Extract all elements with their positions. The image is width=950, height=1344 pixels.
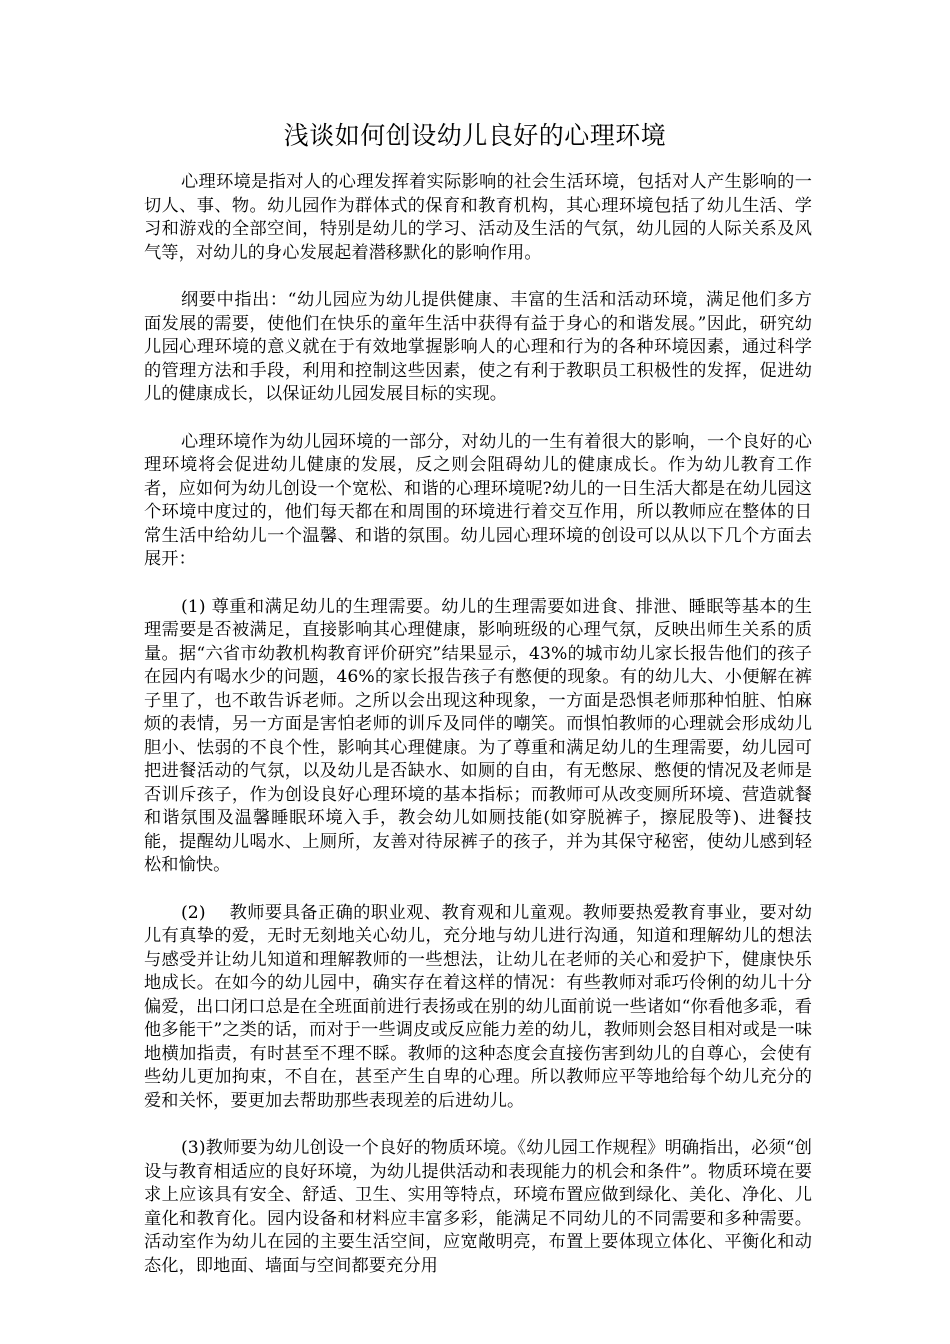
paragraph-environment-role: 心理环境作为幼儿园环境的一部分，对幼儿的一生有着很大的影响，一个良好的心理环境将会促进幼儿健康的发展，反之则会阻碍幼儿的健康成长。作为幼儿教育工作者，应如何为幼儿创设一个宽松、和谐的心理环境呢?幼儿的一日生活大都是在幼儿园这个环境中度过的，他们每天都在和周围的环境进行着交互作用，所以教师应在整体的日常生活中给幼儿一个温馨、和谐的氛围。幼儿园心理环境的创设可以从以下几个方面去展开：: [144, 431, 812, 569]
paragraph-point-3: (3)教师要为幼儿创设一个良好的物质环境。《幼儿园工作规程》明确指出，必须“创设与教育相适应的良好环境，为幼儿提供活动和表现能力的机会和条件”。物质环境在要求上应该具有安全、舒适、卫生、实用等特点，环境布置应做到绿化、美化、净化、儿童化和教育化。园内设备和材料应丰富多彩，能满足不同幼儿的不同需要和多种需要。活动室作为幼儿在园的主要生活空间，应宽敞明亮，布置上要体现立体化、平衡化和动态化，即地面、墙面与空间都要充分用: [144, 1138, 812, 1276]
paragraph-point-2: (2) 教师要具备正确的职业观、教育观和儿童观。教师要热爱教育事业，要对幼儿有真挚的爱，无时无刻地关心幼儿，充分地与幼儿进行沟通，知道和理解幼儿的想法与感受并让幼儿知道和理解教师的一些想法，让幼儿在老师的关心和爱护下，健康快乐地成长。在如今的幼儿园中，确实存在着这样的情况：有些教师对乖巧伶俐的幼儿十分偏爱，出口闭口总是在全班面前进行表扬或在别的幼儿面前说一些诸如“你看他多乖，看他多能干”之类的话，而对于一些调皮或反应能力差的幼儿，教师则会怒目相对或是一味地横加指责，有时甚至不理不睬。教师的这种态度会直接伤害到幼儿的自尊心，会使有些幼儿更加拘束，不自在，甚至产生自卑的心理。所以教师应平等地给每个幼儿充分的爱和关怀，要更加去帮助那些表现差的后进幼儿。: [144, 902, 812, 1111]
paragraph-outline-quote: 纲要中指出：“幼儿园应为幼儿提供健康、丰富的生活和活动环境，满足他们多方面发展的需要，使他们在快乐的童年生活中获得有益于身心的和谐发展。”因此，研究幼儿园心理环境的意义就在于有效地掌握影响人的心理和行为的各种环境因素，通过科学的管理方法和手段，利用和控制这些因素，使之有利于教职员工积极性的发挥，促进幼儿的健康成长，以保证幼儿园发展目标的实现。: [144, 290, 812, 404]
document-title: 浅谈如何创设幼儿良好的心理环境: [283, 121, 667, 150]
document-body: [144, 171, 812, 1302]
paragraph-point-1: (1) 尊重和满足幼儿的生理需要。幼儿的生理需要如进食、排泄、睡眠等基本的生理需要是否被满足，直接影响其心理健康，影响班级的心理气氛，反映出师生关系的质量。据“六省市幼教机构教育评价研究”结果显示，43%的城市幼儿家长报告他们的孩子在园内有喝水少的问题，46%的家长报告孩子有憋便的现象。有的幼儿大、小便解在裤子里了，也不敢告诉老师。之所以会出现这种现象，一方面是恐惧老师那种怕脏、怕麻烦的表情，另一方面是害怕老师的训斥及同伴的嘲笑。而惧怕教师的心理就会形成幼儿胆小、怯弱的不良个性，影响其心理健康。为了尊重和满足幼儿的生理需要，幼儿园可把进餐活动的气氛，以及幼儿是否缺水、如厕的自由，有无憋尿、憋便的情况及老师是否训斥孩子，作为创设良好心理环境的基本指标；而教师可从改变厕所环境、营造就餐和谐氛围及温馨睡眠环境入手，教会幼儿如厕技能(如穿脱裤子，擦屁股等)、进餐技能，提醒幼儿喝水、上厕所，友善对待尿裤子的孩子，并为其保守秘密，使幼儿感到轻松和愉快。: [144, 596, 812, 875]
paragraph-intro: 心理环境是指对人的心理发挥着实际影响的社会生活环境，包括对人产生影响的一切人、事、物。幼儿园作为群体式的保育和教育机构，其心理环境包括了幼儿生活、学习和游戏的全部空间，特别是幼儿的学习、活动及生活的气氛，幼儿园的人际关系及风气等，对幼儿的身心发展起着潜移默化的影响作用。: [144, 172, 812, 263]
